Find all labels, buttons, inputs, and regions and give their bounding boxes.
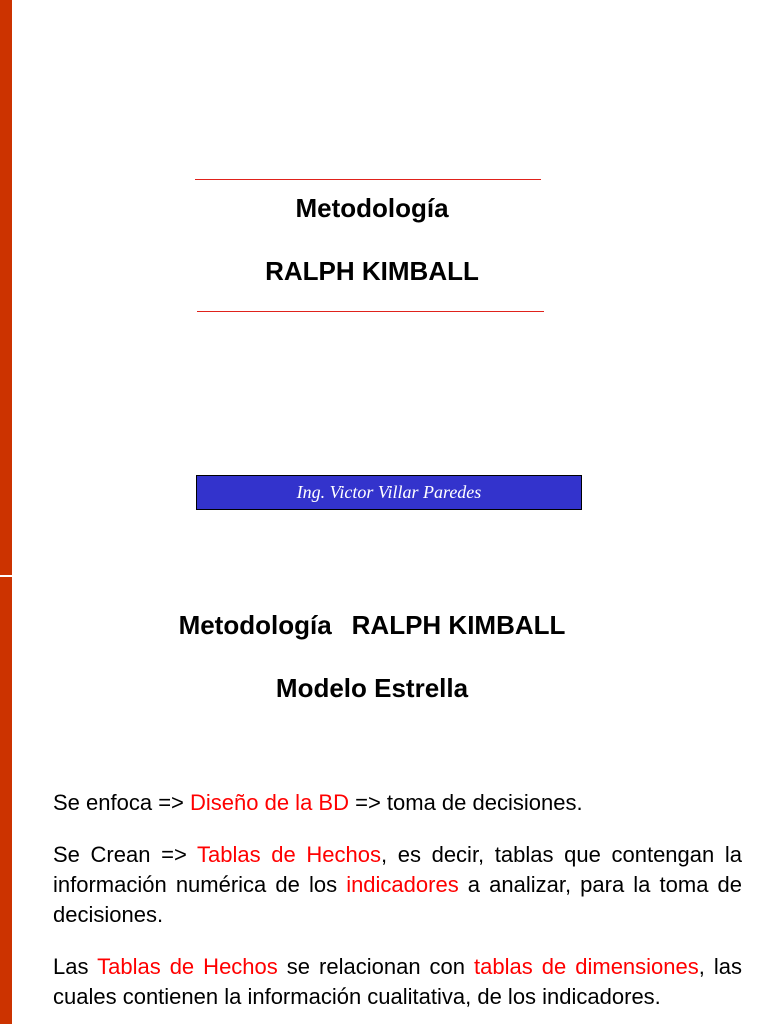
- highlight-text: Diseño de la BD: [190, 790, 349, 815]
- text: , las cuales contienen la información cualitativa, de los indicadores.: [53, 954, 743, 1009]
- title-part-metodologia: Metodología: [178, 610, 332, 640]
- author-box: [196, 475, 582, 510]
- text: se relacionan con: [277, 954, 475, 979]
- text: => toma de decisiones.: [348, 790, 583, 815]
- paragraph-tablas-hechos: [53, 840, 742, 930]
- paragraph-relacion: [53, 952, 742, 1012]
- text: Las: [53, 954, 98, 979]
- highlight-text: indicadores: [346, 872, 459, 897]
- author-name: Ing. Victor Villar Paredes: [296, 482, 482, 502]
- slide-2-title: [0, 610, 756, 640]
- highlight-text: Tablas de Hechos: [97, 954, 278, 979]
- slide-title-line-1: Metodología: [295, 193, 449, 223]
- slide-2-subtitle: Modelo Estrella: [275, 673, 469, 703]
- text: Se Crean =>: [53, 842, 198, 867]
- slide-divider: [0, 575, 14, 577]
- title-bottom-rule: [197, 311, 544, 312]
- text: , es decir, tablas que contengan la información numérica de los: [53, 842, 742, 897]
- slide-2: [0, 576, 768, 1024]
- title-part-kimball: RALPH KIMBALL: [351, 610, 566, 640]
- paragraph-enfoque: [53, 788, 742, 818]
- text: a analizar, para la toma de decisiones.: [53, 872, 742, 927]
- highlight-text: Tablas de Hechos: [197, 842, 381, 867]
- highlight-text: tablas de dimensiones: [474, 954, 699, 979]
- text: Se enfoca =>: [53, 790, 190, 815]
- left-accent-bar: [0, 0, 12, 576]
- slide-title-line-2: RALPH KIMBALL: [265, 256, 479, 286]
- left-accent-bar: [0, 576, 12, 1024]
- title-top-rule: [195, 179, 541, 180]
